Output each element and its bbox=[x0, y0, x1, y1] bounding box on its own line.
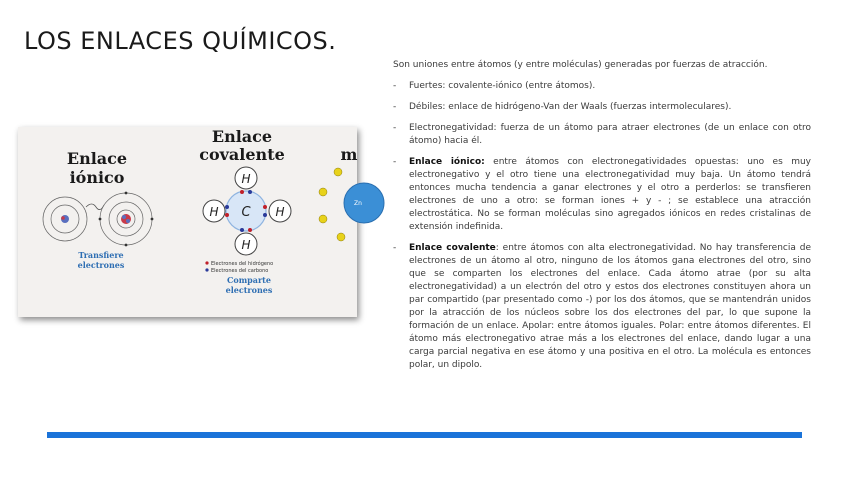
carbon-atom-label: C bbox=[241, 205, 251, 220]
metallic-lattice-fragment bbox=[319, 168, 384, 241]
list-item bbox=[393, 156, 811, 234]
hydrogen-atom-left: H bbox=[209, 205, 219, 219]
intro-paragraph: Son uniones entre átomos (y entre moléculas) generadas por fuerzas de atracción. bbox=[393, 60, 768, 70]
bullet-text: : entre átomos con alta electronegatividad. No hay transferencia de electrones de un átomo al otro, ninguno de los átomos gana electrones del otro, sino que se comparten los electrones del enlace. Cada átomo atrae (por su alta electronegatividad) a un electrón del otro y estos dos electrones constituyen ahora un par compartido (par presentado como -) por los dos átomos, que se mantendrán unidos por la atracción de los núcleos sobre los dos electrones del par, lo que supone la formación de un enlace. Apolar: entre átomos iguales. Polar: entre átomos diferentes. El átomo más electronegativo atrae más a los electrones del enlace, dando lugar a una carga parcial negativa en ese átomo y una positiva en el otro. La molécula es entonces polar, un dipolo. bbox=[409, 243, 811, 370]
list-item bbox=[393, 80, 811, 93]
list-item bbox=[393, 101, 811, 114]
legend-carbon: Electrones del carbono bbox=[211, 268, 269, 274]
ionic-atom-left bbox=[43, 197, 87, 241]
bullet-dash: - bbox=[393, 102, 397, 112]
bullet-dash: - bbox=[393, 81, 397, 91]
footer-accent-bar bbox=[47, 432, 802, 438]
bullet-lead: Enlace covalente bbox=[409, 243, 496, 253]
content-text bbox=[393, 59, 811, 380]
ionic-caption-line1: Transfiere bbox=[78, 250, 124, 260]
list-item bbox=[393, 242, 811, 372]
bond-illustration bbox=[18, 127, 362, 317]
ionic-caption-line2: electrones bbox=[77, 260, 125, 270]
bullet-text: Electronegatividad: fuerza de un átomo para atraer electrones (de un enlace con otro átomo) hacia él. bbox=[409, 123, 811, 146]
covalent-caption-line1: Comparte bbox=[227, 275, 271, 285]
hydrogen-atom-bottom: H bbox=[241, 238, 251, 252]
bond-bullet-list bbox=[393, 80, 811, 372]
hydrogen-atom-top: H bbox=[241, 172, 251, 186]
bullet-text: Débiles: enlace de hidrógeno-Van der Waals (fuerzas intermoleculares). bbox=[409, 102, 732, 112]
bullet-lead: Enlace iónico: bbox=[409, 157, 485, 167]
slide-title: LOS ENLACES QUÍMICOS. bbox=[24, 27, 337, 55]
metallic-title-fragment: m bbox=[340, 145, 358, 164]
bullet-text: Fuertes: covalente-iónico (entre átomos). bbox=[409, 81, 596, 91]
metal-atom-label: Zn bbox=[354, 200, 362, 207]
legend-hydrogen: Electrones del hidrógeno bbox=[211, 261, 274, 267]
list-item bbox=[393, 122, 811, 148]
bullet-dash: - bbox=[393, 243, 397, 253]
ionic-title-line1: Enlace bbox=[66, 149, 128, 168]
methane-molecule bbox=[203, 167, 291, 255]
bond-diagram bbox=[18, 127, 362, 317]
hydrogen-atom-right: H bbox=[275, 205, 285, 219]
bullet-dash: - bbox=[393, 123, 397, 133]
electron-transfer-arrow bbox=[86, 204, 104, 210]
bullet-text: entre átomos con electronegatividades opuestas: uno es muy electronegativo y el otro tiene una electronegatividad muy baja. Un átomo tendrá entonces mucha tendencia a ganar electrones y el otro a perderlos: se transfieren electrones de uno a otro: se forman iones + y - ; se establece una atracción electrostática. No se forman moléculas sino agregados iónicos en redes cristalinas de extensión indefinida. bbox=[409, 157, 811, 232]
covalent-title-line1: Enlace bbox=[211, 127, 273, 146]
covalent-title-line2: covalente bbox=[199, 145, 285, 164]
covalent-caption-line2: electrones bbox=[225, 285, 273, 295]
ionic-atom-right bbox=[99, 192, 154, 247]
ionic-title-line2: iónico bbox=[69, 168, 125, 187]
bullet-dash: - bbox=[393, 157, 397, 167]
